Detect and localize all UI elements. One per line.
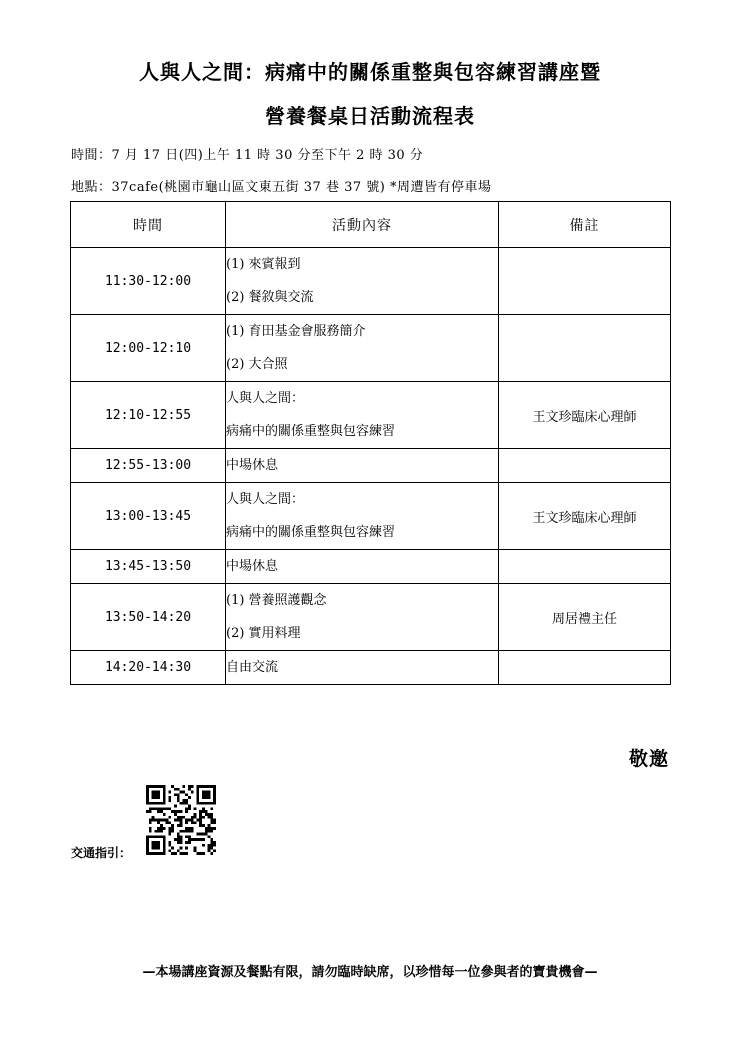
content-line: (2) 餐敘與交流 bbox=[226, 290, 314, 305]
row-note bbox=[499, 315, 671, 382]
row-content bbox=[226, 651, 499, 685]
row-note bbox=[499, 248, 671, 315]
header-time: 時間 bbox=[71, 202, 226, 248]
closing-text: 敬邀 bbox=[628, 748, 669, 770]
title-line-1: 人與人之間：病痛中的關係重整與包容練習講座暨 bbox=[139, 60, 601, 84]
transport-label: 交通指引： bbox=[71, 846, 132, 860]
content-line: (1) 育田基金會服務簡介 bbox=[226, 324, 366, 339]
table-row bbox=[71, 382, 671, 449]
table-header-row bbox=[71, 202, 671, 248]
row-time: 12:55-13:00 bbox=[71, 449, 226, 483]
row-note bbox=[499, 449, 671, 483]
content-line: 自由交流 bbox=[226, 660, 279, 675]
table-row bbox=[71, 449, 671, 483]
table-row bbox=[71, 584, 671, 651]
header-note: 備註 bbox=[499, 202, 671, 248]
row-content bbox=[226, 315, 499, 382]
row-time: 12:00-12:10 bbox=[71, 315, 226, 382]
row-content bbox=[226, 248, 499, 315]
content-line: 人與人之間： bbox=[226, 492, 305, 507]
row-note: 王文珍臨床心理師 bbox=[499, 483, 671, 550]
content-line: (2) 大合照 bbox=[226, 357, 288, 372]
row-time: 13:45-13:50 bbox=[71, 550, 226, 584]
content-line: (1) 來賓報到 bbox=[226, 257, 301, 272]
content-line: 人與人之間： bbox=[226, 391, 305, 406]
footer-note: —本場講座資源及餐點有限，請勿臨時缺席，以珍惜每一位參與者的寶貴機會— bbox=[142, 965, 598, 980]
schedule-table bbox=[70, 201, 671, 685]
title-line-2: 營養餐桌日活動流程表 bbox=[265, 104, 475, 128]
header-content: 活動內容 bbox=[226, 202, 499, 248]
event-place: 地點：37cafe(桃園市龜山區文東五街 37 巷 37 號) *周遭皆有停車場 bbox=[71, 180, 492, 195]
row-note bbox=[499, 651, 671, 685]
content-line: 中場休息 bbox=[226, 559, 279, 574]
row-content bbox=[226, 550, 499, 584]
qr-code-icon[interactable] bbox=[146, 785, 216, 855]
row-time: 14:20-14:30 bbox=[71, 651, 226, 685]
row-note bbox=[499, 550, 671, 584]
row-time: 12:10-12:55 bbox=[71, 382, 226, 449]
content-line: 中場休息 bbox=[226, 458, 279, 473]
row-note: 王文珍臨床心理師 bbox=[499, 382, 671, 449]
row-content bbox=[226, 584, 499, 651]
table-row bbox=[71, 248, 671, 315]
table-row bbox=[71, 550, 671, 584]
row-time: 13:00-13:45 bbox=[71, 483, 226, 550]
content-line: (2) 實用料理 bbox=[226, 626, 301, 641]
table-row bbox=[71, 315, 671, 382]
content-line: 病痛中的關係重整與包容練習 bbox=[226, 424, 396, 439]
content-line: 病痛中的關係重整與包容練習 bbox=[226, 525, 396, 540]
table-row bbox=[71, 483, 671, 550]
row-time: 13:50-14:20 bbox=[71, 584, 226, 651]
event-time: 時間：7 月 17 日(四)上午 11 時 30 分至下午 2 時 30 分 bbox=[71, 148, 424, 163]
row-content bbox=[226, 449, 499, 483]
row-content bbox=[226, 483, 499, 550]
row-time: 11:30-12:00 bbox=[71, 248, 226, 315]
table-row bbox=[71, 651, 671, 685]
row-note: 周居禮主任 bbox=[499, 584, 671, 651]
row-content bbox=[226, 382, 499, 449]
content-line: (1) 營養照護觀念 bbox=[226, 593, 327, 608]
